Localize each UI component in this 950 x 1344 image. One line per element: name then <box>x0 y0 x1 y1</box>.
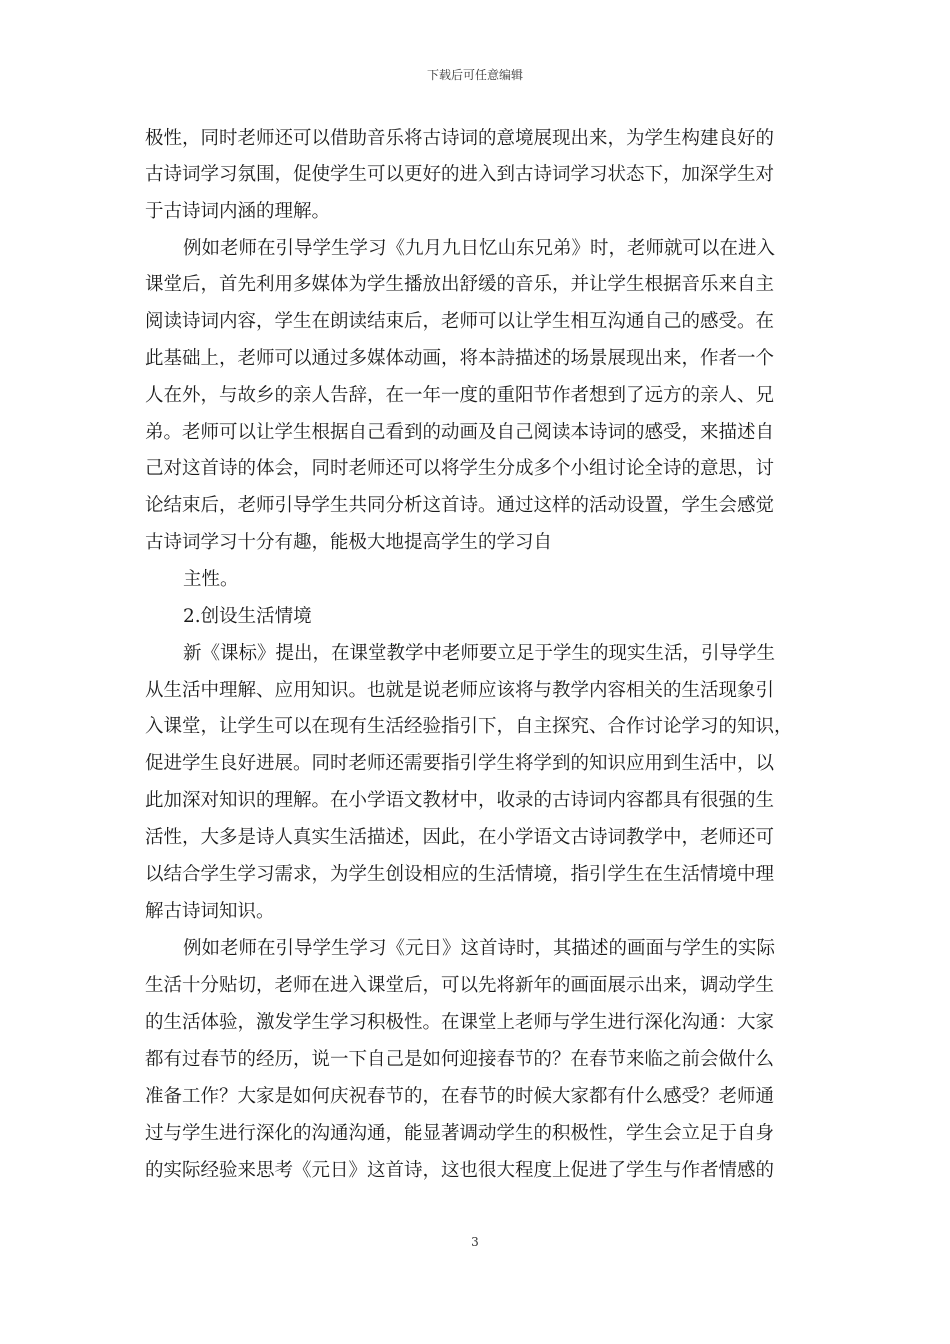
text-line: 例如老师在引导学生学习《元日》这首诗时，其描述的画面与学生的实际 <box>183 938 776 959</box>
text-line: 阅读诗词内容，学生在朗读结束后，老师可以让学生相互沟通自己的感受。在 <box>145 311 775 332</box>
text-line: 的生活体验，激发学生学习积极性。在课堂上老师与学生进行深化沟通：大家 <box>145 1012 775 1033</box>
text-line: 论结束后，老师引导学生共同分析这首诗。通过这样的活动设置，学生会感觉 <box>145 495 775 516</box>
text-line: 从生活中理解、应用知识。也就是说老师应该将与教学内容相关的生活现象引 <box>145 680 775 701</box>
text-line: 主性。 <box>183 569 239 590</box>
text-line: 促进学生良好进展。同时老师还需要指引学生将学到的知识应用到生活中，以 <box>145 753 775 774</box>
text-line: 入课堂，让学生可以在现有生活经验指引下，自主探究、合作讨论学习的知识， <box>145 716 793 737</box>
text-line: 活性，大多是诗人真实生活描述，因此，在小学语文古诗词教学中，老师还可 <box>145 827 775 848</box>
text-line: 己对这首诗的体会，同时老师还可以将学生分成多个小组讨论全诗的意思，讨 <box>145 458 775 479</box>
text-line: 人在外，与故乡的亲人告辞，在一年一度的重阳节作者想到了远方的亲人、兄 <box>145 385 775 406</box>
text-line: 过与学生进行深化的沟通沟通，能显著调动学生的积极性，学生会立足于自身 <box>145 1123 775 1144</box>
text-line: 解古诗词知识。 <box>145 901 275 922</box>
text-line: 以结合学生学习需求，为学生创设相应的生活情境，指引学生在生活情境中理 <box>145 864 775 885</box>
text-line: 都有过春节的经历，说一下自己是如何迎接春节的？在春节来临之前会做什么 <box>145 1049 775 1070</box>
text-line: 于古诗词内涵的理解。 <box>145 201 331 222</box>
text-line: 的实际经验来思考《元日》这首诗，这也很大程度上促进了学生与作者情感的 <box>145 1160 775 1181</box>
text-line: 此基础上，老师可以通过多媒体动画，将本詩描述的场景展现出来，作者一个 <box>145 348 775 369</box>
text-line: 例如老师在引导学生学习《九月九日忆山东兄弟》时，老师就可以在进入 <box>183 238 776 259</box>
page-header: 下载后可任意编辑 <box>426 68 523 82</box>
text-line: 古诗词学习十分有趣，能极大地提高学生的学习自 <box>145 532 553 553</box>
text-line: 古诗词学习氛围，促使学生可以更好的进入到古诗词学习状态下，加深学生对 <box>145 164 775 185</box>
page-number: 3 <box>471 1235 479 1249</box>
text-line: 弟。老师可以让学生根据自己看到的动画及自己阅读本诗词的感受，来描述自 <box>145 422 775 443</box>
text-line: 生活十分贴切，老师在进入课堂后，可以先将新年的画面展示出来，调动学生 <box>145 975 775 996</box>
text-line: 课堂后，首先利用多媒体为学生播放出舒缓的音乐，并让学生根据音乐来自主 <box>145 274 775 295</box>
section-heading: 2.创设生活情境 <box>183 606 312 627</box>
text-line: 极性，同时老师还可以借助音乐将古诗词的意境展现出来，为学生构建良好的 <box>145 128 775 149</box>
text-line: 新《课标》提出，在课堂教学中老师要立足于学生的现实生活，引导学生 <box>183 643 776 664</box>
text-line: 准备工作？大家是如何庆祝春节的，在春节的时候大家都有什么感受？老师通 <box>145 1086 775 1107</box>
text-line: 此加深对知识的理解。在小学语文教材中，收录的古诗词内容都具有很强的生 <box>145 790 775 811</box>
